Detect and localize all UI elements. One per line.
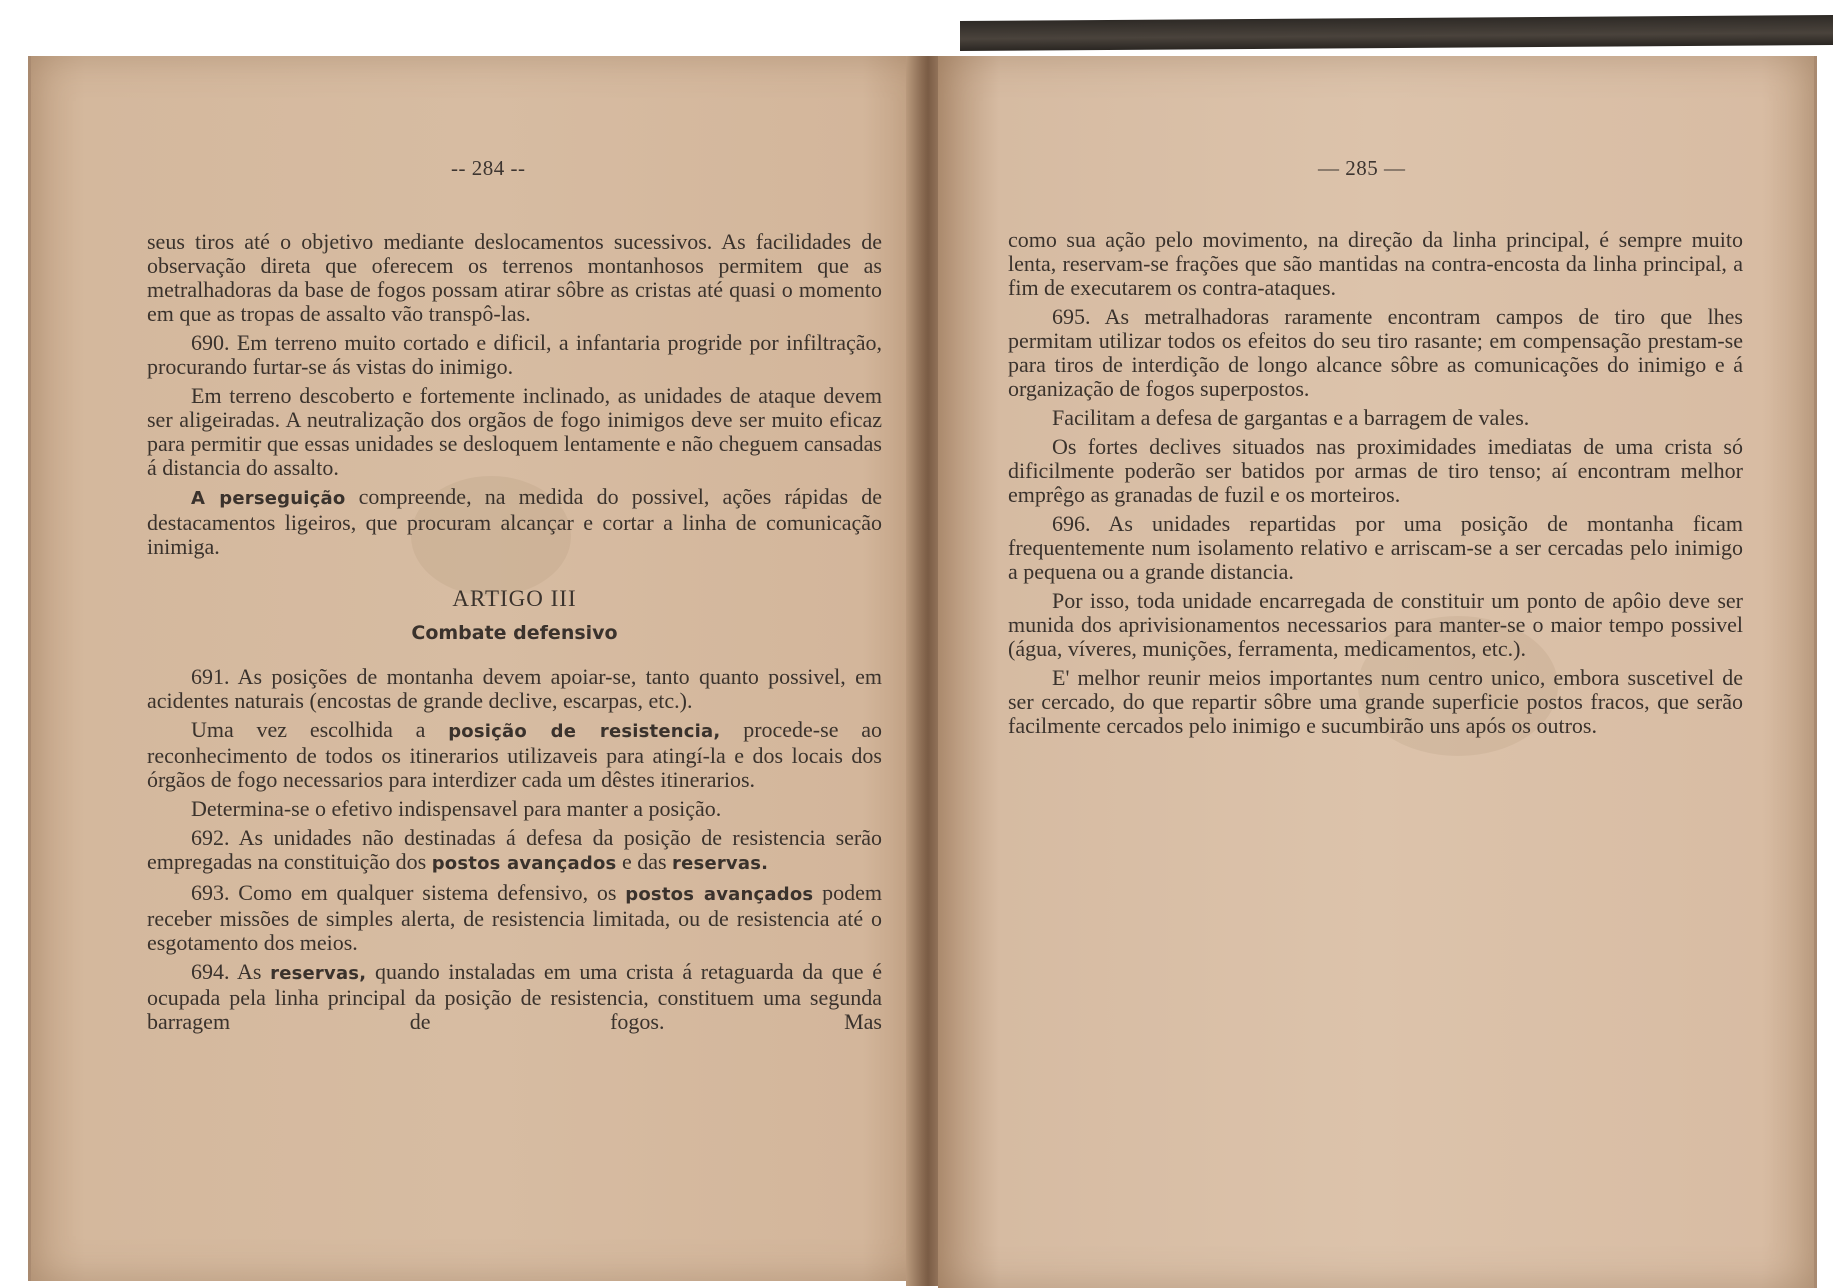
paragraph-696: 696. As unidades repartidas por uma posição de montanha ficam frequentemente num isolamento relativo e arriscam-se a ser cercadas pelo inimigo a pequena ou a grande distancia. [1008, 511, 1743, 584]
page-number-left: -- 284 -- [451, 156, 526, 180]
article-subheading: Combate defensivo [411, 622, 618, 644]
paragraph-text: Uma vez escolhida a [191, 717, 449, 742]
paragraph-text: 694. As [191, 959, 271, 984]
bold-term: reservas, [270, 963, 367, 984]
paragraph-691: 691. As posições de montanha devem apoiar-se, tanto quanto possivel, em acidentes naturais (encostas de grande declive, escarpas, etc.). [147, 664, 882, 713]
paragraph: Determina-se o efetivo indispensavel para manter a posição. [191, 796, 722, 821]
bold-term: reservas. [672, 853, 769, 874]
paragraph [147, 718, 882, 792]
paragraph: Facilitam a defesa de gargantas e a barragem de vales. [1052, 405, 1530, 430]
paragraph: Em terreno descoberto e fortemente inclinado, as unidades de ataque devem ser aligeiradas. A neutralização dos orgãos de fogo inimigos deve ser muito eficaz para permitir que essas unidades se desloquem lentamente e não cheguem cansadas á distancia do assalto. [147, 383, 882, 480]
bold-term: A perseguição [191, 488, 346, 509]
book-cover-edge [960, 15, 1833, 51]
open-book [0, 18, 1833, 1287]
paragraph-text: podem receber missões de simples alerta, de resistencia limitada, ou de resistencia até o esgotamento dos meios. [147, 880, 882, 955]
paragraph-text: quando instaladas em uma crista á retaguarda da que é ocupada pela linha principal da posição de resistencia, constituem uma segunda barragem de fogos. Mas [147, 959, 882, 1034]
paragraph-text: procede-se ao reconhecimento de todos os itinerarios utilizaveis para atingí-la e dos locais dos órgãos de fogo necessarios para interdizer cada um dêstes itinerarios. [147, 717, 882, 792]
paragraph-text: compreende, na medida do possivel, ações rápidas de destacamentos ligeiros, que procuram alcançar e cortar a linha de comunicação inimiga. [147, 484, 882, 559]
page-number-right: — 285 — [1318, 156, 1406, 180]
left-page-text [147, 230, 882, 1039]
paragraph: Os fortes declives situados nas proximidades imediatas de uma crista só dificilmente poderão ser batidos por armas de tiro tenso; aí encontram melhor emprêgo as granadas de fuzil e os morteiros. [1008, 434, 1743, 507]
paragraph-693 [147, 881, 882, 955]
paragraph-text: 692. As unidades não destinadas á defesa da posição de resistencia serão empregadas na constituição dos [147, 825, 882, 874]
paragraph-692 [147, 826, 882, 876]
paragraph: Por isso, toda unidade encarregada de constituir um ponto de apôio deve ser munida dos aprivisionamentos necessarios para manter-se o maior tempo possivel (água, víveres, munições, ferramenta, medicamentos, etc.). [1008, 588, 1743, 661]
paragraph-694 [147, 960, 882, 1034]
paragraph: seus tiros até o objetivo mediante deslocamentos sucessivos. As facilidades de observação direta que oferecem os terrenos montanhosos permitem que as metralhadoras da base de fogos possam atirar sôbre as cristas até quasi o momento em que as tropas de assalto vão transpô-las. [147, 229, 882, 326]
paragraph-pursuit [147, 485, 882, 559]
left-page [28, 56, 935, 1281]
paragraph-text: 693. Como em qualquer sistema defensivo, os [191, 880, 626, 905]
article-heading: ARTIGO III [452, 586, 577, 611]
paragraph-690: 690. Em terreno muito cortado e dificil, a infantaria progride por infiltração, procurando furtar-se ás vistas do inimigo. [147, 330, 882, 379]
paragraph-695: 695. As metralhadoras raramente encontram campos de tiro que lhes permitam utilizar todos os efeitos do seu tiro rasante; em compensação prestam-se para tiros de interdição de longo alcance sôbre as comunicações do inimigo e á organização de fogos superpostos. [1008, 304, 1743, 401]
bold-term: postos avançados [625, 884, 814, 905]
paragraph-text: e das [616, 849, 673, 874]
right-page [938, 56, 1817, 1288]
bold-term: posição de resistencia, [448, 721, 721, 742]
bold-term: postos avançados [431, 853, 617, 874]
paragraph: E' melhor reunir meios importantes num centro unico, embora suscetivel de ser cercado, do que repartir sôbre uma grande superficie postos fracos, que serão facilmente cercados pelo inimigo e sucumbirão uns após os outros. [1008, 665, 1743, 738]
paragraph: como sua ação pelo movimento, na direção da linha principal, é sempre muito lenta, reservam-se frações que são mantidas na contra-encosta da linha principal, a fim de executarem os contra-ataques. [1008, 227, 1743, 300]
right-page-text [1008, 228, 1743, 743]
